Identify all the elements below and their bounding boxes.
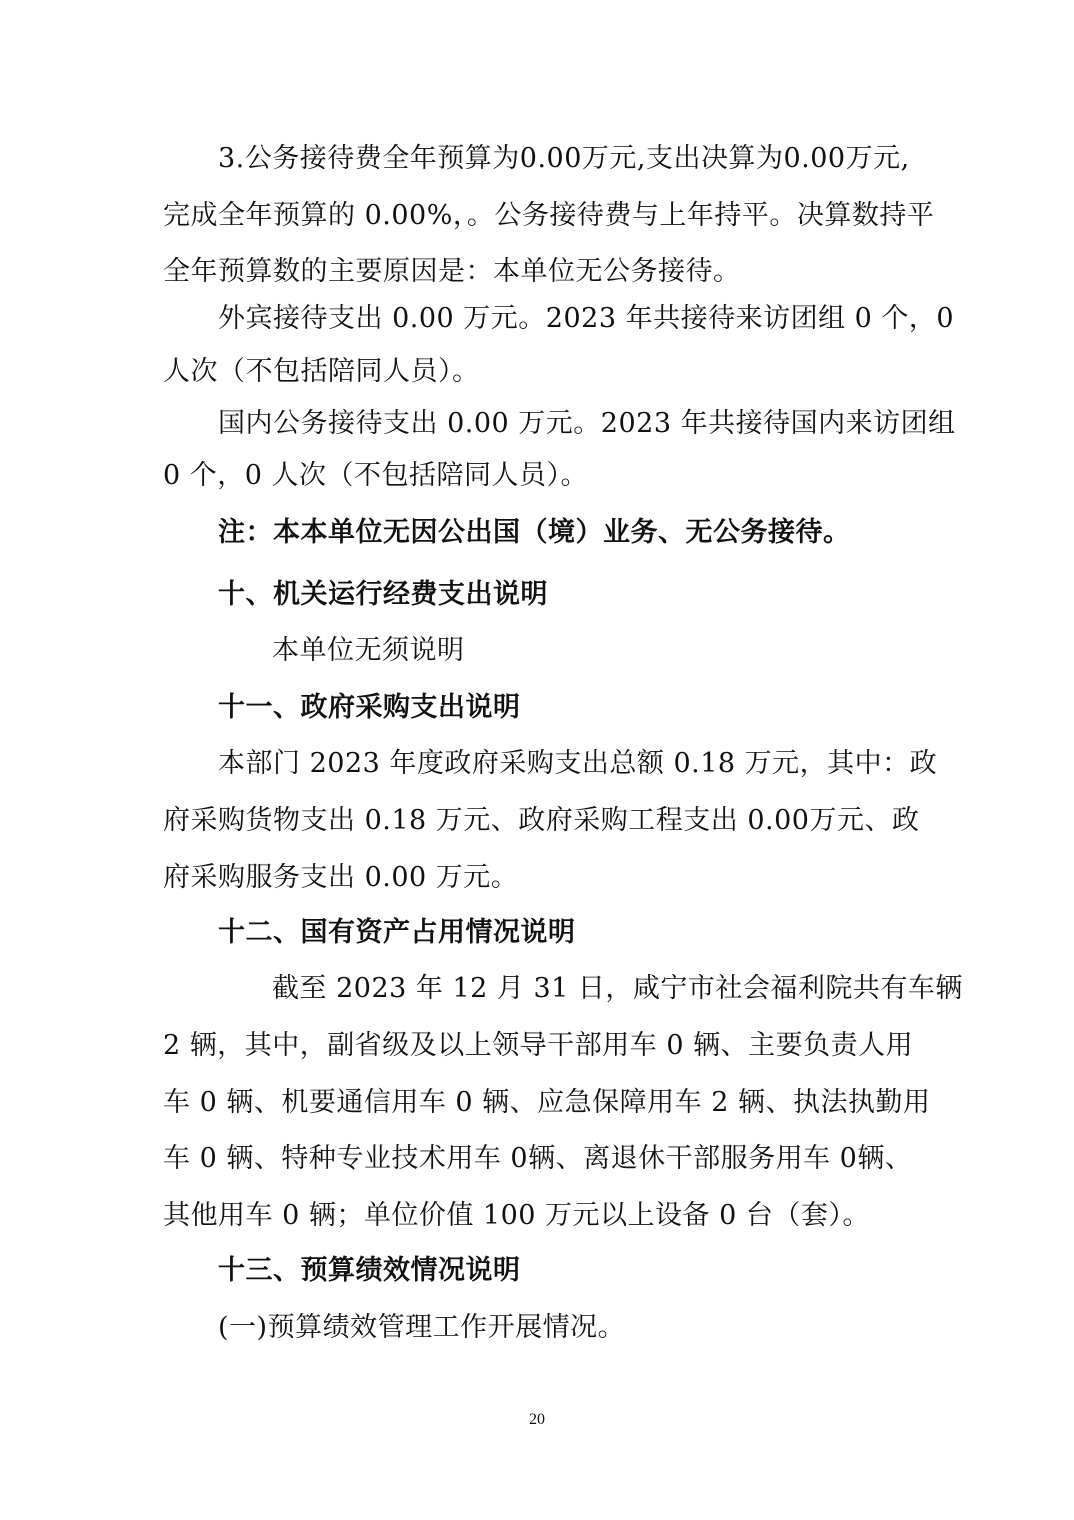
paragraph-line: 本部门 2023 年度政府采购支出总额 0.18 万元，其中：政	[218, 748, 938, 779]
paragraph-line: 人次（不包括陪同人员）。	[163, 356, 480, 387]
paragraph-line: 外宾接待支出 0.00 万元。2023 年共接待来访团组 0 个，0	[218, 303, 955, 334]
paragraph-line: 府采购服务支出 0.00 万元。	[163, 862, 519, 893]
paragraph-line: 本单位无须说明	[272, 635, 465, 666]
paragraph-line: 完成全年预算的 0.00%，。公务接待费与上年持平。决算数持平	[163, 200, 935, 231]
note-line: 注：本本单位无因公出国（境）业务、无公务接待。	[218, 517, 851, 548]
paragraph-line: 其他用车 0 辆；单位价值 100 万元以上设备 0 台（套）。	[163, 1200, 870, 1231]
paragraph-line: 全年预算数的主要原因是：本单位无公务接待。	[163, 256, 741, 287]
section-heading: 十三、预算绩效情况说明	[218, 1255, 521, 1286]
paragraph-line: 车 0 辆、机要通信用车 0 辆、应急保障用车 2 辆、执法执勤用	[163, 1087, 931, 1118]
paragraph-line: 国内公务接待支出 0.00 万元。2023 年共接待国内来访团组	[218, 408, 956, 439]
paragraph-line: 0 个，0 人次（不包括陪同人员）。	[163, 460, 589, 491]
paragraph-line: 车 0 辆、特种专业技术用车 0辆、离退休干部服务用车 0辆、	[163, 1143, 913, 1174]
page-number: 20	[529, 1411, 545, 1428]
paragraph-line: (一)预算绩效管理工作开展情况。	[218, 1312, 626, 1343]
paragraph-line: 府采购货物支出 0.18 万元、政府采购工程支出 0.00万元、政	[163, 805, 920, 836]
paragraph-line: 2 辆，其中，副省级及以上领导干部用车 0 辆、主要负责人用	[163, 1030, 914, 1061]
section-heading: 十二、国有资产占用情况说明	[218, 917, 576, 948]
section-heading: 十一、政府采购支出说明	[218, 692, 521, 723]
paragraph-line: 截至 2023 年 12 月 31 日，咸宁市社会福利院共有车辆	[272, 973, 963, 1004]
section-heading: 十、机关运行经费支出说明	[218, 579, 548, 610]
paragraph-line: 3.公务接待费全年预算为0.00万元,支出决算为0.00万元,	[218, 143, 910, 174]
